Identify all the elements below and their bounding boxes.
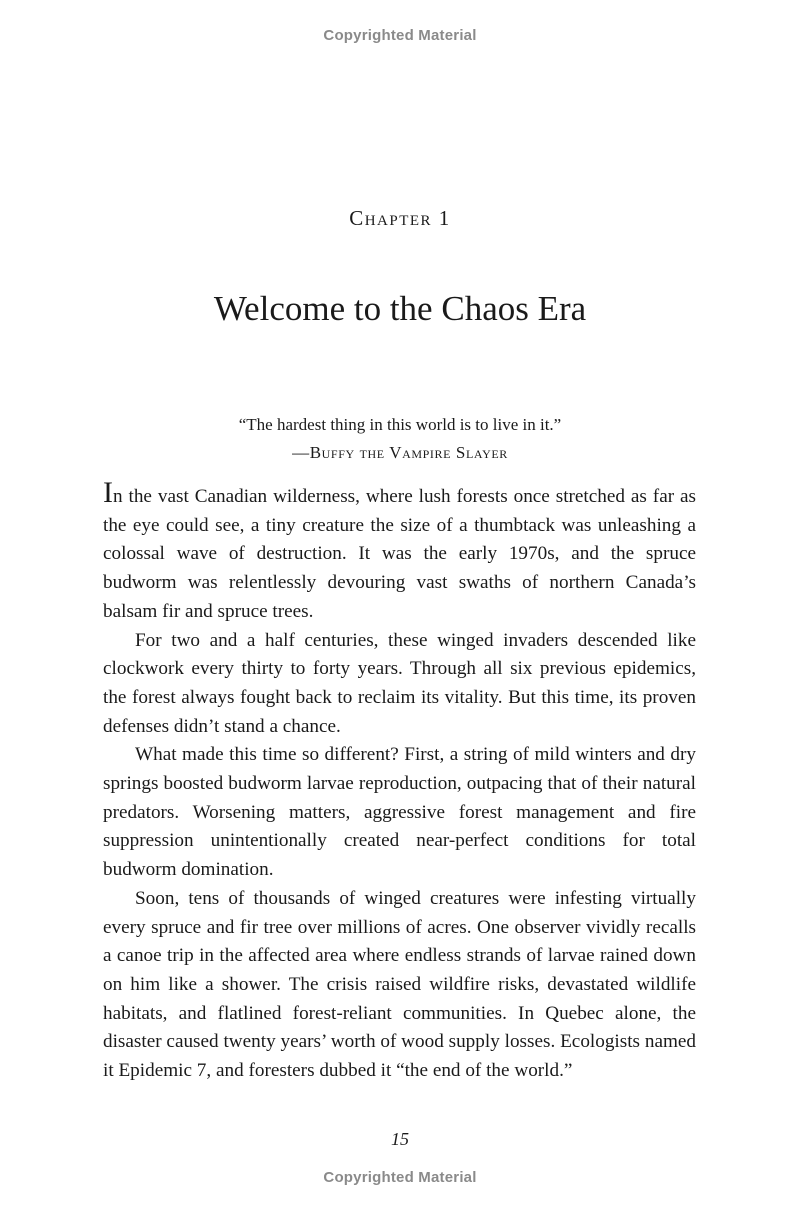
chapter-label: Chapter 1 [349, 206, 451, 230]
drop-cap: I [103, 476, 113, 509]
body-paragraph-3: What made this time so different? First, a string of mild winters and dry springs boosted budworm larvae reproduction, outpacing that of their natural predators. Worsening matters, aggressive forest management and fire suppression unintentionally created near-perfect conditions for total budworm domination. [103, 744, 696, 881]
page-number: 15 [391, 1129, 409, 1149]
body-paragraph-1 [103, 476, 696, 627]
epigraph [0, 411, 800, 467]
epigraph-quote: “The hardest thing in this world is to live in it.” [238, 415, 562, 434]
copyright-watermark-top: Copyrighted Material [323, 27, 477, 44]
chapter-body [103, 476, 696, 1086]
copyright-watermark-bottom: Copyrighted Material [323, 1169, 477, 1186]
epigraph-attribution: —Buffy the Vampire Slayer [292, 443, 508, 462]
body-paragraph-4: Soon, tens of thousands of winged creatures were infesting virtually every spruce and fir tree over millions of acres. One observer vividly recalls a canoe trip in the affected area where endless strands of larvae rained down on him like a shower. The crisis raised wildfire risks, devastated wildlife habitats, and flatlined forest-reliant communities. In Quebec alone, the disaster caused twenty years’ worth of wood supply losses. Ecologists named it Epidemic 7, and foresters dubbed it “the end of the world.” [103, 887, 696, 1082]
body-paragraph-2: For two and a half centuries, these winged invaders descended like clockwork every thirty to forty years. Through all six previous epidemics, the forest always fought back to reclaim its vitality. But this time, its proven defenses didn’t stand a chance. [103, 629, 696, 737]
chapter-title: Welcome to the Chaos Era [213, 289, 587, 329]
paragraph-text: n the vast Canadian wilderness, where lush forests once stretched as far as the eye could see, a tiny creature the size of a thumbtack was unleashing a colossal wave of destruction. It was the early 1970s, and the spruce budworm was relentlessly devouring vast swaths of northern Canada’s balsam fir and spruce trees. [103, 486, 696, 622]
